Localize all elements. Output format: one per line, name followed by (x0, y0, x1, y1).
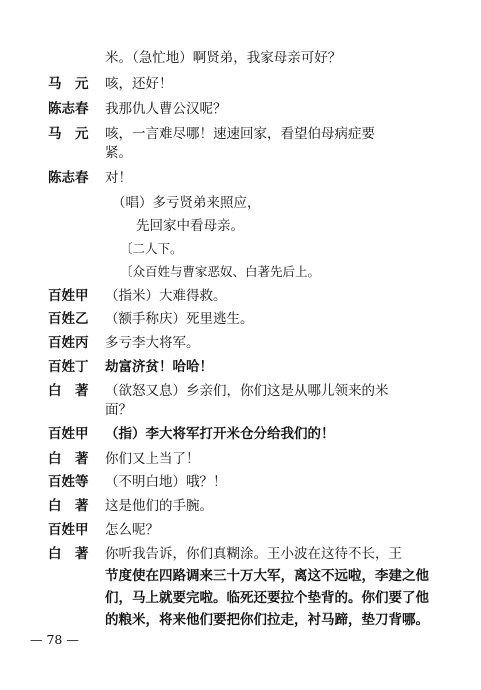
script-line (48, 284, 441, 308)
script-line (48, 307, 441, 331)
script-line (48, 97, 441, 121)
song-text: 先回家中看母亲。 (136, 218, 244, 234)
dialogue-text: 这是他们的手腕。 (105, 498, 213, 514)
page-number: — 78 — (30, 632, 79, 647)
script-line (48, 398, 441, 422)
dialogue-text: 我那仇人曹公汉呢？ (105, 101, 227, 117)
dialogue-text: 对！ (105, 170, 132, 186)
dialogue-text: 面？ (105, 402, 132, 418)
speaker-name: 白 著 (48, 383, 89, 399)
dialogue-text: 怎么呢？ (105, 522, 159, 538)
dialogue-text: 劫富济贫！哈哈！ (105, 359, 213, 375)
script-line (48, 141, 441, 165)
script-line (48, 564, 441, 588)
dialogue-text: 多亏李大将军。 (105, 335, 200, 351)
stage-direction-text: 〔众百姓与曹家恶奴、白著先后上。 (120, 264, 321, 279)
speaker-name: 百姓甲 (48, 426, 89, 442)
song-line (48, 214, 441, 238)
speaker-name: 马 元 (48, 76, 89, 92)
script-line (48, 447, 441, 471)
song-line (48, 191, 441, 215)
script-line (48, 355, 441, 379)
stage-direction (48, 237, 441, 261)
speaker-name: 马 元 (48, 126, 89, 142)
script-line (48, 542, 441, 566)
dialogue-text: 你听我告诉，你们真糊涂。王小波在这待不长，王 (105, 546, 402, 562)
script-line (48, 470, 441, 494)
dialogue-text: （额手称庆）死里逃生。 (105, 311, 254, 327)
script-line (48, 72, 441, 96)
script-line (48, 586, 441, 610)
speaker-name: 百姓甲 (48, 522, 89, 538)
dialogue-text: 们，马上就要完啦。临死还要拉个垫背的。你们要了他 (105, 590, 429, 606)
stage-direction-text: 〔二人下。 (120, 241, 183, 256)
dialogue-text: （不明白地）哦？！ (105, 474, 227, 490)
speaker-name: 白 著 (48, 451, 89, 467)
dialogue-text: 的粮米，将来他们要把你们拉走，衬马蹄，垫刀背哪。 (105, 612, 429, 628)
speaker-name: 百姓丁 (48, 359, 89, 375)
dialogue-text: 咳，一言难尽哪！速速回家，看望伯母病症要 (105, 126, 375, 142)
script-line (48, 46, 441, 70)
speaker-name: 百姓等 (48, 474, 89, 490)
dialogue-text: （指米）大难得救。 (105, 288, 227, 304)
speaker-name: 陈志春 (48, 170, 89, 186)
speaker-name: 白 著 (48, 498, 89, 514)
dialogue-text: 你们又上当了！ (105, 451, 200, 467)
dialogue-text: （指）李大将军打开米仓分给我们的！ (105, 426, 335, 442)
dialogue-text: 米。（急忙地）啊贤弟，我家母亲可好？ (105, 50, 342, 66)
script-line (48, 331, 441, 355)
script-line (48, 608, 441, 632)
script-line (48, 166, 441, 190)
speaker-name: 百姓甲 (48, 288, 89, 304)
dialogue-text: （欲怒又息）乡亲们，你们这是从哪儿领来的米 (105, 383, 389, 399)
script-line (48, 422, 441, 446)
stage-direction (48, 260, 441, 284)
script-line (48, 518, 441, 542)
dialogue-text: 节度使在四路调来三十万大军，离这不远啦，李建之他 (105, 568, 429, 584)
speaker-name: 百姓乙 (48, 311, 89, 327)
song-text: （唱）多亏贤弟来照应， (112, 195, 261, 211)
speaker-name: 百姓丙 (48, 335, 89, 351)
dialogue-text: 紧。 (105, 145, 132, 161)
speaker-name: 陈志春 (48, 101, 89, 117)
dialogue-text: 咳，还好！ (105, 76, 173, 92)
speaker-name: 白 著 (48, 546, 89, 562)
script-line (48, 494, 441, 518)
